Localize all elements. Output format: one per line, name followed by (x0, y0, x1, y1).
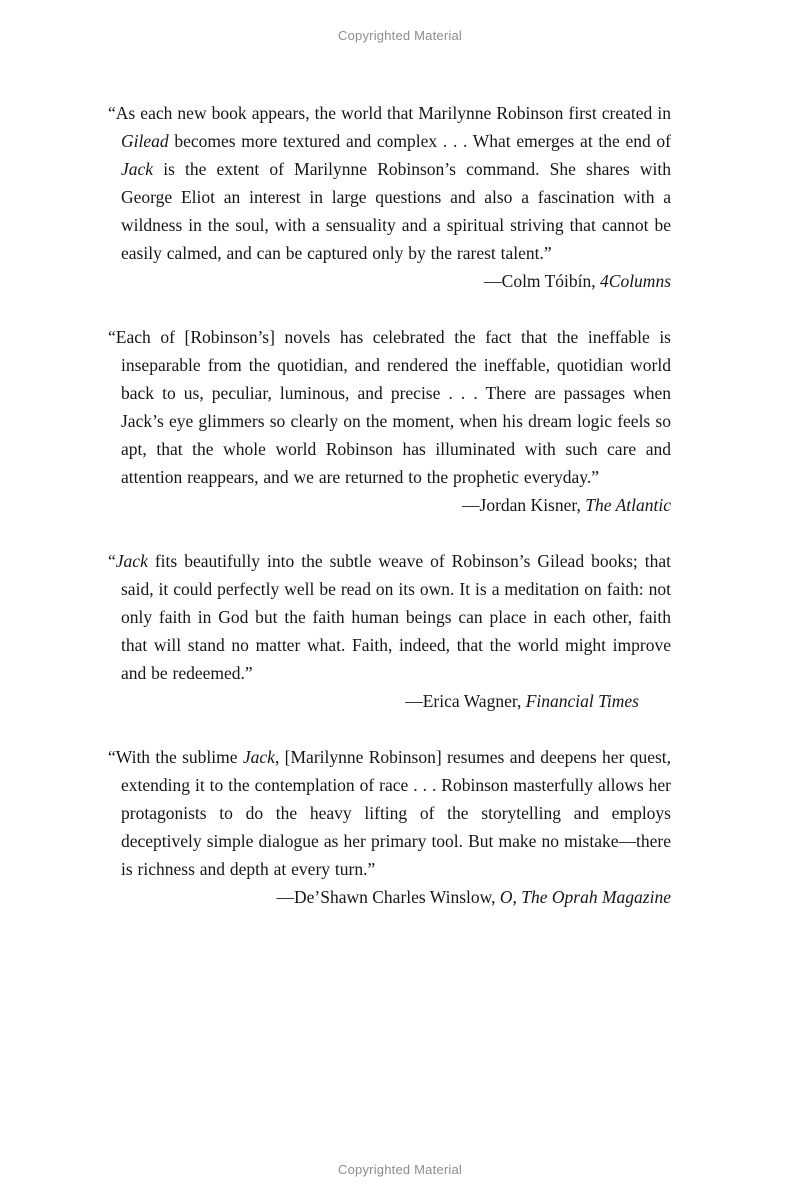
quote-attribution: —Jordan Kisner, The Atlantic (462, 495, 671, 515)
quote-attribution: —Colm Tóibín, 4Columns (484, 271, 671, 291)
quote-attribution: —De’Shawn Charles Winslow, O, The Oprah Magazine (276, 887, 671, 907)
copyright-notice-top: Copyrighted Material (338, 28, 462, 43)
quote-block (108, 99, 671, 295)
quote-block (108, 323, 671, 519)
quote-text: “Jack fits beautifully into the subtle weave of Robinson’s Gilead books; that said, it could perfectly well be read on its own. It is a meditation on faith: not only faith in God but the faith human beings can place in each other, faith that will stand no matter what. Faith, indeed, that the world might improve and be redeemed.” (108, 551, 671, 683)
quote-text: “With the sublime Jack, [Marilynne Robinson] resumes and deepens her quest, extending it to the contemplation of race . . . Robinson masterfully allows her protagonists to do the heavy lifting of the storytelling and employs deceptively simple dialogue as her primary tool. But make no mistake—there is richness and depth at every turn.” (108, 747, 672, 879)
copyright-notice-bottom: Copyrighted Material (338, 1162, 462, 1177)
quote-attribution: —Erica Wagner, Financial Times (405, 691, 639, 711)
quote-block (108, 743, 671, 911)
quote-block (108, 547, 671, 715)
quote-text: “Each of [Robinson’s] novels has celebrated the fact that the ineffable is inseparable from the quotidian, and rendered the ineffable, quotidian world back to us, peculiar, luminous, and precise . . . There are passages when Jack’s eye glimmers so clearly on the moment, when his dream logic feels so apt, that the whole world Robinson has illuminated with such care and attention reappears, and we are returned to the prophetic everyday.” (108, 327, 671, 487)
quote-text: “As each new book appears, the world that Marilynne Robinson first created in Gilead becomes more textured and complex . . . What emerges at the end of Jack is the extent of Marilynne Robinson’s command. She shares with George Eliot an interest in large questions and also a fascination with a wildness in the soul, with a sensuality and a spiritual striving that cannot be easily calmed, and can be captured only by the rarest talent.” (108, 103, 671, 263)
praise-quotes (108, 99, 671, 911)
